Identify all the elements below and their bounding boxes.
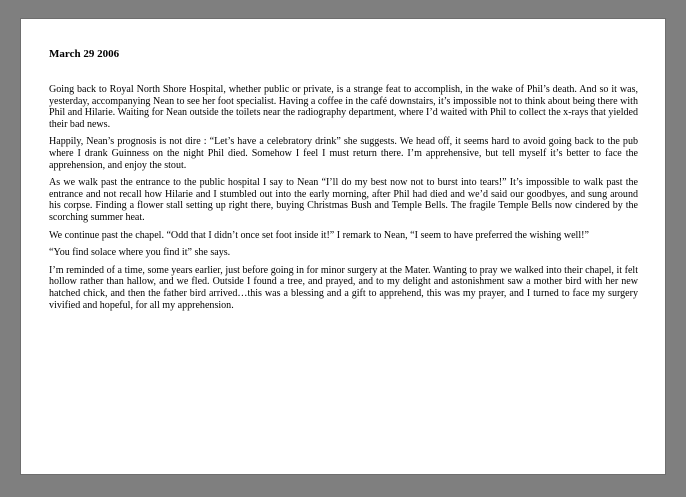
- paragraph-2: Happily, Nean’s prognosis is not dire : “Let’s have a celebratory drink” she suggests. We head off, it seems hard to avoid going back to the pub where I drank Guinness on the night Phil died. Somehow I feel I must return there. I’m apprehensive, but tell myself it’s better to face the apprehension, and enjoy the stout.: [49, 136, 638, 171]
- entry-date: March 29 2006: [49, 48, 120, 60]
- paragraph-4: We continue past the chapel. “Odd that I didn’t once set foot inside it!” I remark to Nean, “I seem to have preferred the wishing well!”: [49, 229, 589, 241]
- paragraph-5: “You find solace where you find it” she says.: [49, 247, 231, 259]
- paragraph-3: As we walk past the entrance to the public hospital I say to Nean “I’ll do my best now not to burst into tears!” It’s impossible to walk past the entrance and not recall how Hilarie and I stumbled out into the early morning, after Phil had died and we’d said our goodbyes, and sung around his corpse. Finding a flower stall setting up right there, buying Christmas Bush and Temple Bells. The fragile Temple Bells now cindered by the scorching summer heat.: [49, 177, 638, 223]
- paragraph-6: I’m reminded of a time, some years earlier, just before going in for minor surgery at the Mater. Wanting to pray we walked into their chapel, it felt hollow rather than hallow, and we fled. Outside I found a tree, and prayed, and to my delight and astonishment saw a mother bird with her new hatched chick, and then the father bird arrived…this was a blessing and a gift to apprehend, this was my prayer, and I turned to face my surgery vivified and hopeful, for all my apprehension.: [49, 264, 638, 311]
- paragraph-1: Going back to Royal North Shore Hospital, whether public or private, is a strange feat to accomplish, in the wake of Phil’s death. And so it was, yesterday, accompanying Nean to see her foot specialist. Having a coffee in the café downstairs, it’s impossible not to think about being there with Phil and Hilarie. Waiting for Nean outside the toilets near the radiography department, where I’d waited with Phil to collect the x-rays that yielded their bad news.: [49, 84, 638, 130]
- document-page: [21, 19, 665, 474]
